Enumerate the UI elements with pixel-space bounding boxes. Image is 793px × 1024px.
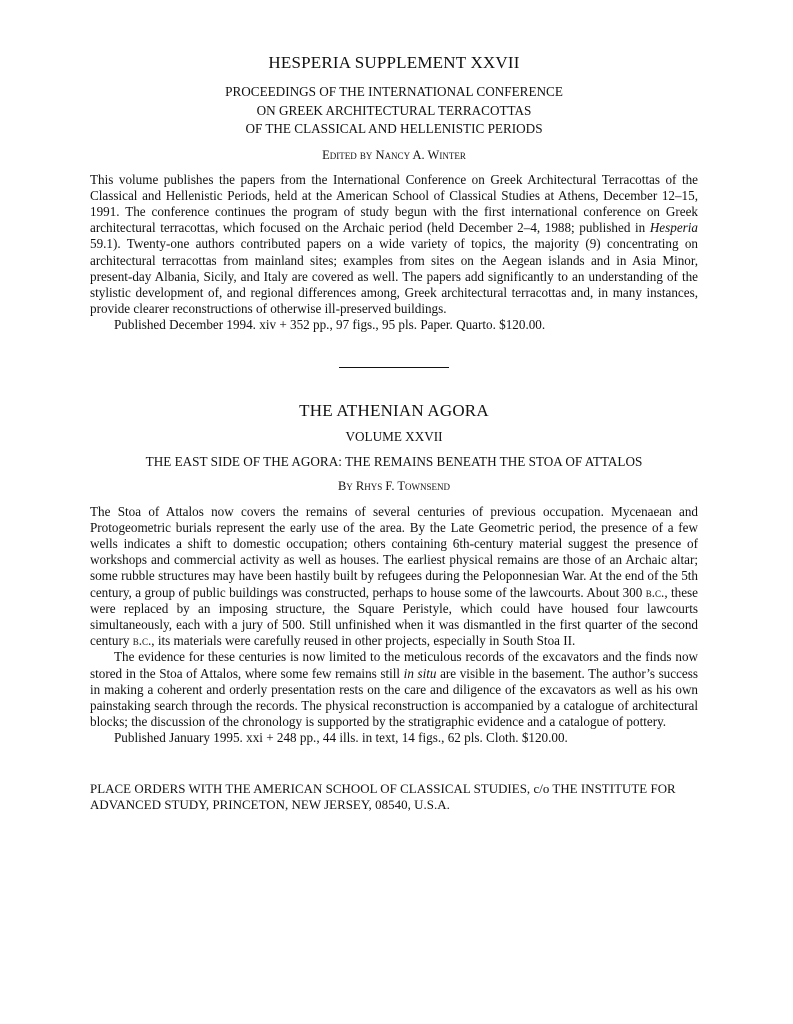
supplement-description-part2: 59.1). Twenty-one authors contributed papers on a wide variety of topics, the majority (9) concentrating on architectural terracottas from mainland sites; examples from sites on the Aegean islands and in Asia Minor, present-day Albania, Sicily, and Italy are covered as well. The papers add significantly to an understanding of the stylistic development of, and regional differences among, Greek architectural terracottas and, in many instances, provide clearer reconstructions of otherwise ill-preserved buildings. bbox=[90, 236, 698, 317]
supplement-byline: Edited by Nancy A. Winter bbox=[322, 147, 466, 162]
supplement-description-part1: This volume publishes the papers from the International Conference on Greek Architectural Terracottas of the Classical and Hellenistic Periods, held at the American School of Classical Studies at Athens, December 12–15, 1991. The conference continues the program of study begun with the first international conference on Greek architectural terracottas, which focused on the Archaic period (held December 2–4, 1988; published in bbox=[90, 171, 698, 236]
agora-paragraph-1 bbox=[90, 504, 698, 650]
supplement-subtitle-line-3: OF THE CLASSICAL AND HELLENISTIC PERIODS bbox=[245, 121, 543, 136]
supplement-subtitle-line-1: PROCEEDINGS OF THE INTERNATIONAL CONFERENCE bbox=[225, 84, 563, 99]
agora-p1-b: , these were replaced by an imposing structure, the Square Peristyle, which could have housed four lawcourts simultaneously, each with a jury of 500. Still unfinished when it was dismantled in the first quarter of the second century bbox=[90, 584, 698, 649]
supplement-section bbox=[90, 52, 698, 334]
agora-title: THE ATHENIAN AGORA bbox=[299, 400, 489, 420]
orders-section bbox=[90, 781, 698, 814]
orders-line-1: PLACE ORDERS WITH THE AMERICAN SCHOOL OF CLASSICAL STUDIES, c/o THE INSTITUTE FOR bbox=[90, 781, 676, 796]
supplement-subtitle-line-2: ON GREEK ARCHITECTURAL TERRACOTTAS bbox=[256, 102, 532, 118]
agora-p1-a: The Stoa of Attalos now covers the remains of several centuries of previous occupation. Mycenaean and Protogeometric burials represent the early use of the area. By the Late Geometric period, the presence of a few wells indicates a shift to domestic occupation; others containing 6th-century material suggest the presence of workshops and commercial activity as well as houses. The earliest physical remains are those of an Archaic altar; some rubble structures may have been hastily built by refugees during the Peloponnesian War. At the end of the 5th century, a group of public buildings was constructed, perhaps to house some of the lawcourts. About 300 bbox=[90, 503, 698, 600]
agora-subtitle: THE EAST SIDE OF THE AGORA: THE REMAINS BENEATH THE STOA OF ATTALOS bbox=[145, 454, 643, 470]
agora-p1-c: , its materials were carefully reused in other projects, especially in South Stoa II. bbox=[151, 633, 576, 649]
latin-term: in situ bbox=[403, 665, 437, 681]
agora-paragraph-2 bbox=[90, 649, 698, 730]
agora-publication-info: Published January 1995. xxi + 248 pp., 44 ills. in text, 14 figs., 62 pls. Cloth. $120.00. bbox=[114, 730, 568, 746]
journal-title: Hesperia bbox=[649, 220, 698, 236]
agora-section bbox=[90, 400, 698, 747]
era-abbrev: b.c. bbox=[645, 584, 665, 600]
page bbox=[90, 52, 698, 813]
era-abbrev: b.c. bbox=[132, 633, 152, 649]
supplement-title: HESPERIA SUPPLEMENT XXVII bbox=[268, 53, 520, 72]
orders-line-2: ADVANCED STUDY, PRINCETON, NEW JERSEY, 08540, U.S.A. bbox=[90, 797, 450, 812]
agora-byline: By Rhys F. Townsend bbox=[337, 478, 451, 493]
agora-p2-a: The evidence for these centuries is now limited to the meticulous records of the excavators and the finds now stored in the Stoa of Attalos, where some few remains still bbox=[90, 649, 698, 681]
supplement-description bbox=[90, 172, 698, 318]
agora-volume: VOLUME XXVII bbox=[345, 428, 443, 444]
supplement-publication-info: Published December 1994. xiv + 352 pp., 97 figs., 95 pls. Paper. Quarto. $120.00. bbox=[114, 317, 546, 333]
agora-p2-b: are visible in the basement. The author’s success in making a coherent and orderly presentation rests on the care and diligence of the excavators as well as his own painstaking search through the records. The physical reconstruction is accompanied by a catalogue of architectural blocks; the discussion of the chronology is supported by the stratigraphic evidence and a catalogue of pottery. bbox=[90, 665, 698, 730]
